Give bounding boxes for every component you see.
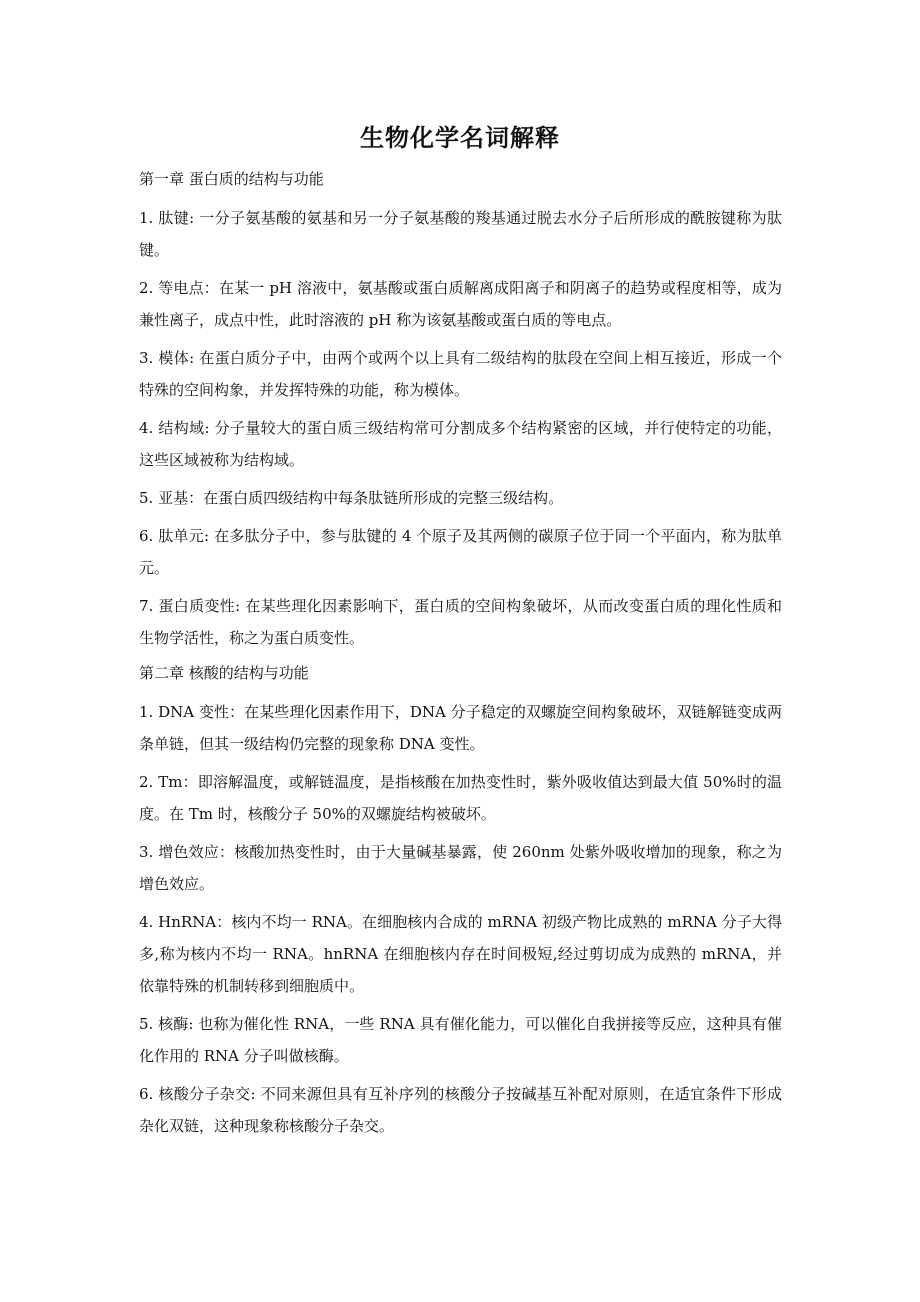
definition-entry: [139, 836, 782, 900]
definition-entry: [139, 342, 782, 406]
definition-entry: [139, 766, 782, 830]
entry-term: 4. HnRNA：: [139, 913, 232, 931]
entry-term: 7. 蛋白质变性:: [139, 597, 241, 615]
definition-entry: [139, 1078, 782, 1142]
definition-entry: [139, 1008, 782, 1072]
document-title: 生物化学名词解释: [360, 124, 560, 152]
document-body: [139, 166, 782, 1148]
definition-entry: [139, 590, 782, 654]
chapter-heading: 第一章 蛋白质的结构与功能: [139, 170, 324, 188]
entry-text: 分子量较大的蛋白质三级结构常可分割成多个结构紧密的区域，并行使特定的功能，这些区域被称为结构域。: [139, 419, 782, 469]
entry-term: 1. DNA 变性：: [139, 703, 245, 721]
definition-entry: [139, 272, 782, 336]
entry-text: 不同来源但具有互补序列的核酸分子按碱基互补配对原则，在适宜条件下形成杂化双链，这种现象称核酸分子杂交。: [139, 1085, 782, 1135]
entry-term: 5. 核酶:: [139, 1015, 194, 1033]
entry-text: 也称为催化性 RNA，一些 RNA 具有催化能力，可以催化自我拼接等反应，这种具有催化作用的 RNA 分子叫做核酶。: [139, 1015, 782, 1065]
entry-term: 5. 亚基：: [139, 489, 204, 507]
entry-term: 6. 肽单元:: [139, 527, 210, 545]
definition-entry: [139, 412, 782, 476]
entry-text: 在某一 pH 溶液中，氨基酸或蛋白质解离成阳离子和阴离子的趋势或程度相等，成为兼性离子，成点中性，此时溶液的 pH 称为该氨基酸或蛋白质的等电点。: [139, 279, 782, 329]
entry-term: 3. 模体:: [139, 349, 195, 367]
entry-text: 在某些理化因素作用下，DNA 分子稳定的双螺旋空间构象破坏，双链解链变成两条单链，但其一级结构仍完整的现象称 DNA 变性。: [139, 703, 782, 753]
definition-entry: [139, 520, 782, 584]
entry-text: 一分子氨基酸的氨基和另一分子氨基酸的羧基通过脱去水分子后所形成的酰胺键称为肽键。: [139, 209, 782, 259]
entry-text: 在蛋白质四级结构中每条肽链所形成的完整三级结构。: [203, 489, 564, 507]
entry-term: 3. 增色效应：: [139, 843, 235, 861]
chapter-heading: 第二章 核酸的结构与功能: [139, 664, 309, 682]
definition-entry: [139, 482, 782, 514]
entry-text: 核酸加热变性时，由于大量碱基暴露，使 260nm 处紫外吸收增加的现象，称之为增色效应。: [139, 843, 782, 893]
definition-entry: [139, 906, 782, 1002]
entry-term: 2. 等电点：: [139, 279, 219, 297]
entry-text: 在蛋白质分子中，由两个或两个以上具有二级结构的肽段在空间上相互接近，形成一个特殊的空间构象，并发挥特殊的功能，称为模体。: [139, 349, 782, 399]
entry-term: 4. 结构域:: [139, 419, 210, 437]
entry-text: 在某些理化因素影响下，蛋白质的空间构象破坏，从而改变蛋白质的理化性质和生物学活性，称之为蛋白质变性。: [139, 597, 782, 647]
entry-term: 6. 核酸分子杂交:: [139, 1085, 256, 1103]
definition-entry: [139, 202, 782, 266]
entry-text: 核内不均一 RNA。在细胞核内合成的 mRNA 初级产物比成熟的 mRNA 分子大得多,称为核内不均一 RNA。hnRNA 在细胞核内存在时间极短,经过剪切成为成熟的 mRNA，并依靠特殊的机制转移到细胞质中。: [139, 913, 782, 995]
entry-term: 1. 肽键:: [139, 209, 195, 227]
entry-term: 2. Tm：: [139, 773, 198, 791]
definition-entry: [139, 696, 782, 760]
entry-text: 即溶解温度，或解链温度，是指核酸在加热变性时，紫外吸收值达到最大值 50%时的温度。在 Tm 时，核酸分子 50%的双螺旋结构被破坏。: [139, 773, 782, 823]
entry-text: 在多肽分子中，参与肽键的 4 个原子及其两侧的碳原子位于同一个平面内，称为肽单元。: [139, 527, 782, 577]
